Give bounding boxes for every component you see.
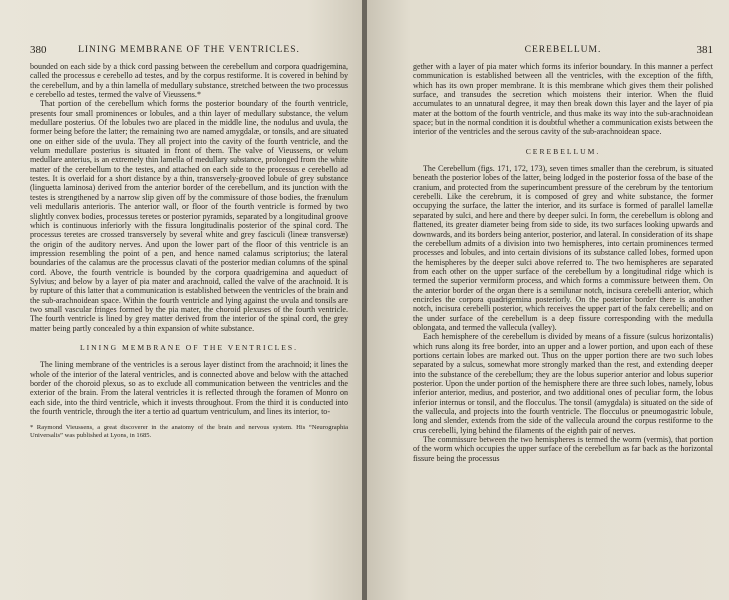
paragraph: That portion of the cerebellum which forms the posterior boundary of the fourth ventricle, presents four small prominences or lobules, and a thin layer of medullary substance, the velum medullare posterius. Of the lobules two are placed in the middle line, the nodulus and uvula, the former being before the latter; the remaining two are named amygdalæ, or tonsils, and are situated one on either side of the uvula. They all project into the cavity of the fourth ventricle, and the velum medullare posterius is situated in front of them. The valve of Vieussens, or velum medullare anterius, is an extremely thin lamella of medullary substance, prolonged from the white matter of the cerebellum to the testes, and attached on each side to the processus e cerebello ad testes. It is overlaid for a short distance by a thin, transversely-grooved lobule of grey substance (linguetta laminosa) derived from the anterior border of the cerebellum, and its junction with the testes is strengthened by a narrow slip given off by the commissure of those bodies, the frænulum veli medullaris anterioris. The anterior wall, or floor of the fourth ventricle is formed by two slightly convex bodies, processus teretes or posterior pyramids, separated by a longitudinal groove which is continuous inferiorly with the fissura longitudinalis posterior of the spinal cord. The processus teretes are crossed transversely by several white and grey fasciculi (lineæ transversæ) the origin of the auditory nerves. And upon the lower part of the floor of this ventricle is an impression resembling the point of a pen, and hence named calamus scriptorius; the lateral boundaries of the calamus are the processus clavati of the posterior median columns of the spinal cord. Above, the fourth ventricle is bounded by the corpora quadrigemina and aqueduct of Sylvius; and below by a layer of pia mater and arachnoid, called the valve of the arachnoid. It is by rupture of this latter that a communication is established between the ventricles of the brain and the sub-arachnoidean space. Within the fourth ventricle and lying against the uvula and tonsils are two small vascular fringes formed by the pia mater, the choroid plexuses of the fourth ventricle. The fourth ventricle is lined by grey matter derived from the interior of the spinal cord, the grey matter being partly concealed by a thin expansion of white substance.	[30, 99, 348, 333]
paragraph: The commissure between the two hemispheres is termed the worm (vermis), that portion of the worm which occupies the upper surface of the cerebellum as far back as the horizontal fissure being the processus	[413, 435, 713, 463]
paragraph: Each hemisphere of the cerebellum is divided by means of a fissure (sulcus horizontalis) which runs along its free border, into an upper and a lower portion, and upon each of these portions certain lobes are marked out. Thus on the upper portion there are two such lobes separated by a sulcus, somewhat more strongly marked than the rest, and extending deeper into the substance of the cerebellum; they are the lobus superior anterior and lobus superior posterior. Upon the under portion of the hemisphere there are three such lobes, namely, lobus inferior anterior, medius, and posterior, and two additional ones of peculiar form, the lobus inferior internus or tonsil, and the flocculus. The tonsil (amygdala) is situated on the side of the vallecula, and projects into the fourth ventricle. The flocculus or pneumogastric lobule, long and slender, extends from the side of the vallecula around the corpus restiforme to the crus cerebelli, lying behind the filaments of the eighth pair of nerves.	[413, 332, 713, 435]
section-heading: LINING MEMBRANE OF THE VENTRICLES.	[79, 342, 299, 352]
paragraph: The lining membrane of the ventricles is a serous layer distinct from the arachnoid; it lines the whole of the interior of the lateral ventricles, and is connected above and below with the attached border of the choroid plexus, so as to exclude all communication between the ventricles and the exterior of the brain. From the lateral ventricles it is reflected through the foramen of Monro on each side, into the third ventricle, which it invests throughout. From the third it is conducted into the fourth ventricle, through the iter a tertio ad quartum ventriculum, and lines its interior, to-	[30, 360, 348, 417]
running-head	[30, 44, 348, 58]
paragraph: The Cerebellum (figs. 171, 172, 173), seven times smaller than the cerebrum, is situated beneath the posterior lobes of the latter, being lodged in the posterior fossa of the base of the cranium, and protected from the superincumbent pressure of the cerebrum by the tentorium cerebelli. Like the cerebrum, it is composed of grey and white substance, the former occupying the surface, the latter the interior, and its surface is formed of parallel lamellæ separated by sulci, and here and there by deeper sulci. In form, the cerebellum is oblong and flattened, its greater diameter being from side to side, its two surfaces looking upwards and downwards, and its borders being anterior, posterior, and lateral. In consideration of its shape the cerebellum admits of a division into two hemispheres, into certain prominences termed processes and lobules, and into certain divisions of its substance called lobes, formed upon the hemispheres by the deeper sulci above referred to. The two hemispheres are separated from each other on the upper surface of the cerebellum by a longitudinal ridge which is termed the superior vermiform process, and which forms a commissure between them. On the anterior border of the organ there is a semilunar notch, incisura cerebelli anterior, which encircles the corpora quadrigemina posteriorly. On the posterior border there is another notch, incisura cerebelli posterior, which receives the upper part of the falx cerebelli; and on the under surface of the cerebellum is a deep fissure corresponding with the medulla oblongata, and termed the vallecula (valley).	[413, 164, 713, 332]
running-head-title: CEREBELLUM.	[524, 45, 602, 55]
running-head	[413, 44, 713, 58]
footnote: * Raymond Vieussens, a great discoverer in the anatomy of the brain and nervous system. His “Neurographia Universalis” was published at Lyons, in 1685.	[30, 424, 348, 440]
left-page	[0, 0, 362, 600]
paragraph: bounded on each side by a thick cord passing between the cerebellum and corpora quadrigemina, called the processus e cerebello ad testes, and by the corpus restiforme. It is covered in behind by the cerebellum, and by a thin lamella of medullary substance, stretched between the two processus e cerebello ad testes, termed the valve of Vieussens.*	[30, 62, 348, 100]
paragraph: gether with a layer of pia mater which forms its inferior boundary. In this manner a perfect communication is established between all the ventricles, with the exception of the fifth, which has its own proper membrane. It is this membrane which gives them their polished surface, and transudes the secretion which moistens their interior. When the fluid accumulates to an unnatural degree, it may then break down this layer and the layer of pia mater at the bottom of the fourth ventricle, and thus make its way into the sub-arachnoidean space; but in the normal condition it is doubtful whether a communication exists between the interior of the ventricles and the serous cavity of the sub-arachnoidean space.	[413, 62, 713, 137]
right-page	[367, 0, 729, 600]
running-head-title: LINING MEMBRANE OF THE VENTRICLES.	[78, 45, 300, 55]
body-text	[30, 62, 348, 440]
body-text	[413, 62, 713, 463]
page-number: 381	[696, 44, 713, 56]
page-number: 380	[30, 44, 47, 56]
section-heading: CEREBELLUM.	[525, 146, 601, 156]
